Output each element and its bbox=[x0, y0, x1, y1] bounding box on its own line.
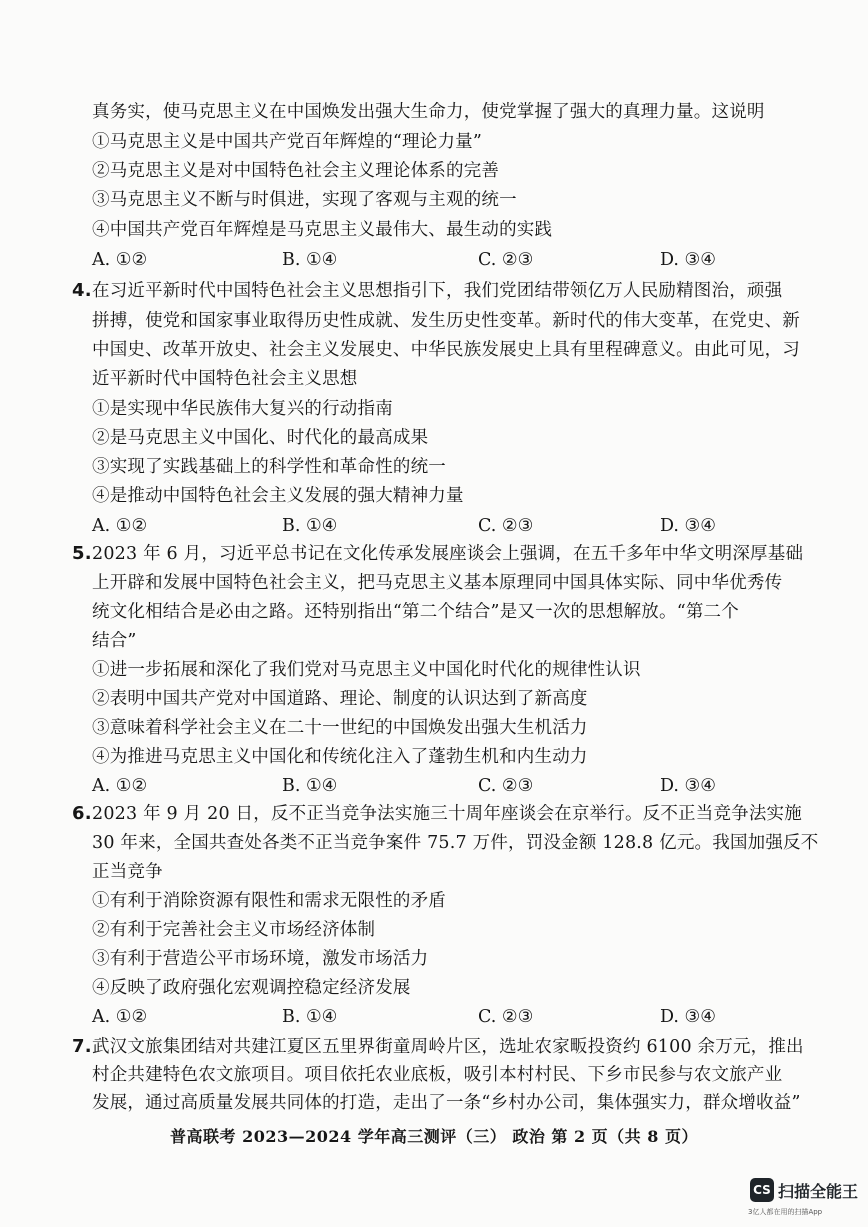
q3-choice-4: ④中国共产党百年辉煌是马克思主义最伟大、最生动的实践 bbox=[92, 220, 553, 240]
q6-stem-line: 30 年来，全国共查处各类不正当竞争案件 75.7 万件，罚没金额 128.8 亿元。我国加强反不 bbox=[92, 833, 819, 853]
q7-number: 7. bbox=[72, 1036, 92, 1057]
q3-option-b: B. ①④ bbox=[282, 250, 338, 270]
q4-stem-line: 在习近平新时代中国特色社会主义思想指引下，我们党团结带领亿万人民励精图治，顽强 bbox=[92, 281, 783, 301]
q7-stem-line: 武汉文旅集团结对共建江夏区五里界街童周岭片区，选址农家畈投资约 6100 余万元，推出 bbox=[92, 1037, 804, 1057]
q3-option-d: D. ③④ bbox=[660, 250, 716, 270]
q6-stem-line: 正当竞争 bbox=[92, 862, 163, 882]
q5-number: 5. bbox=[72, 543, 92, 564]
q4-option-c: C. ②③ bbox=[478, 516, 534, 536]
q4-choice-2: ②是马克思主义中国化、时代化的最高成果 bbox=[92, 428, 429, 448]
scanner-watermark bbox=[746, 1176, 866, 1224]
q6-option-b: B. ①④ bbox=[282, 1007, 338, 1027]
q4-option-d: D. ③④ bbox=[660, 516, 716, 536]
q5-stem-line: 2023 年 6 月，习近平总书记在文化传承发展座谈会上强调，在五千多年中华文明深厚基础 bbox=[92, 544, 804, 564]
q6-choice-3: ③有利于营造公平市场环境，激发市场活力 bbox=[92, 949, 429, 969]
camscanner-logo-icon: CS bbox=[750, 1178, 774, 1202]
q4-choice-4: ④是推动中国特色社会主义发展的强大精神力量 bbox=[92, 486, 464, 506]
q6-option-d: D. ③④ bbox=[660, 1007, 716, 1027]
q5-option-c: C. ②③ bbox=[478, 776, 534, 796]
q5-stem-line: 上开辟和发展中国特色社会主义，把马克思主义基本原理同中国具体实际、同中华优秀传 bbox=[92, 573, 783, 593]
q4-option-a: A. ①② bbox=[92, 516, 148, 536]
q4-number: 4. bbox=[72, 280, 92, 301]
q4-stem-line: 近平新时代中国特色社会主义思想 bbox=[92, 369, 358, 389]
watermark-title: 扫描全能王 bbox=[778, 1182, 859, 1201]
q3-choice-2: ②马克思主义是对中国特色社会主义理论体系的完善 bbox=[92, 161, 500, 181]
q5-choice-3: ③意味着科学社会主义在二十一世纪的中国焕发出强大生机活力 bbox=[92, 718, 588, 738]
q5-option-b: B. ①④ bbox=[282, 776, 338, 796]
q6-choice-2: ②有利于完善社会主义市场经济体制 bbox=[92, 920, 376, 940]
q5-choice-4: ④为推进马克思主义中国化和传统化注入了蓬勃生机和内生动力 bbox=[92, 747, 588, 767]
q5-choice-1: ①进一步拓展和深化了我们党对马克思主义中国化时代化的规律性认识 bbox=[92, 660, 641, 680]
q6-choice-1: ①有利于消除资源有限性和需求无限性的矛盾 bbox=[92, 891, 446, 911]
q4-stem-line: 中国史、改革开放史、社会主义发展史、中华民族发展史上具有里程碑意义。由此可见，习 bbox=[92, 340, 800, 360]
q7-stem-line: 发展，通过高质量发展共同体的打造，走出了一条“乡村办公司，集体强实力，群众增收益” bbox=[92, 1093, 801, 1113]
q4-choice-3: ③实现了实践基础上的科学性和革命性的统一 bbox=[92, 457, 446, 477]
q5-option-d: D. ③④ bbox=[660, 776, 716, 796]
q6-number: 6. bbox=[72, 803, 92, 824]
q6-option-c: C. ②③ bbox=[478, 1007, 534, 1027]
page-footer: 普高联考 2023—2024 学年高三测评（三） 政治 第 2 页（共 8 页） bbox=[170, 1127, 698, 1146]
q5-option-a: A. ①② bbox=[92, 776, 148, 796]
watermark-subtitle: 3亿人都在用的扫描App bbox=[748, 1208, 823, 1216]
q5-stem-line: 统文化相结合是必由之路。还特别指出“第二个结合”是又一次的思想解放。“第二个 bbox=[92, 602, 739, 622]
q4-stem-line: 拼搏，使党和国家事业取得历史性成就、发生历史性变革。新时代的伟大变革，在党史、新 bbox=[92, 311, 800, 331]
q5-stem-line: 结合” bbox=[92, 631, 137, 651]
q4-option-b: B. ①④ bbox=[282, 516, 338, 536]
q3-stem-tail: 真务实，使马克思主义在中国焕发出强大生命力，使党掌握了强大的真理力量。这说明 bbox=[92, 102, 765, 122]
q3-option-c: C. ②③ bbox=[478, 250, 534, 270]
q4-choice-1: ①是实现中华民族伟大复兴的行动指南 bbox=[92, 399, 393, 419]
q3-choice-3: ③马克思主义不断与时俱进，实现了客观与主观的统一 bbox=[92, 190, 517, 210]
q6-option-a: A. ①② bbox=[92, 1007, 148, 1027]
q5-choice-2: ②表明中国共产党对中国道路、理论、制度的认识达到了新高度 bbox=[92, 689, 588, 709]
q6-stem-line: 2023 年 9 月 20 日，反不正当竞争法实施三十周年座谈会在京举行。反不正当竞争法实施 bbox=[92, 804, 802, 824]
q3-option-a: A. ①② bbox=[92, 250, 148, 270]
q7-stem-line: 村企共建特色农文旅项目。项目依托农业底板，吸引本村村民、下乡市民参与农文旅产业 bbox=[92, 1065, 783, 1085]
q6-choice-4: ④反映了政府强化宏观调控稳定经济发展 bbox=[92, 978, 411, 998]
q3-choice-1: ①马克思主义是中国共产党百年辉煌的“理论力量” bbox=[92, 132, 482, 152]
